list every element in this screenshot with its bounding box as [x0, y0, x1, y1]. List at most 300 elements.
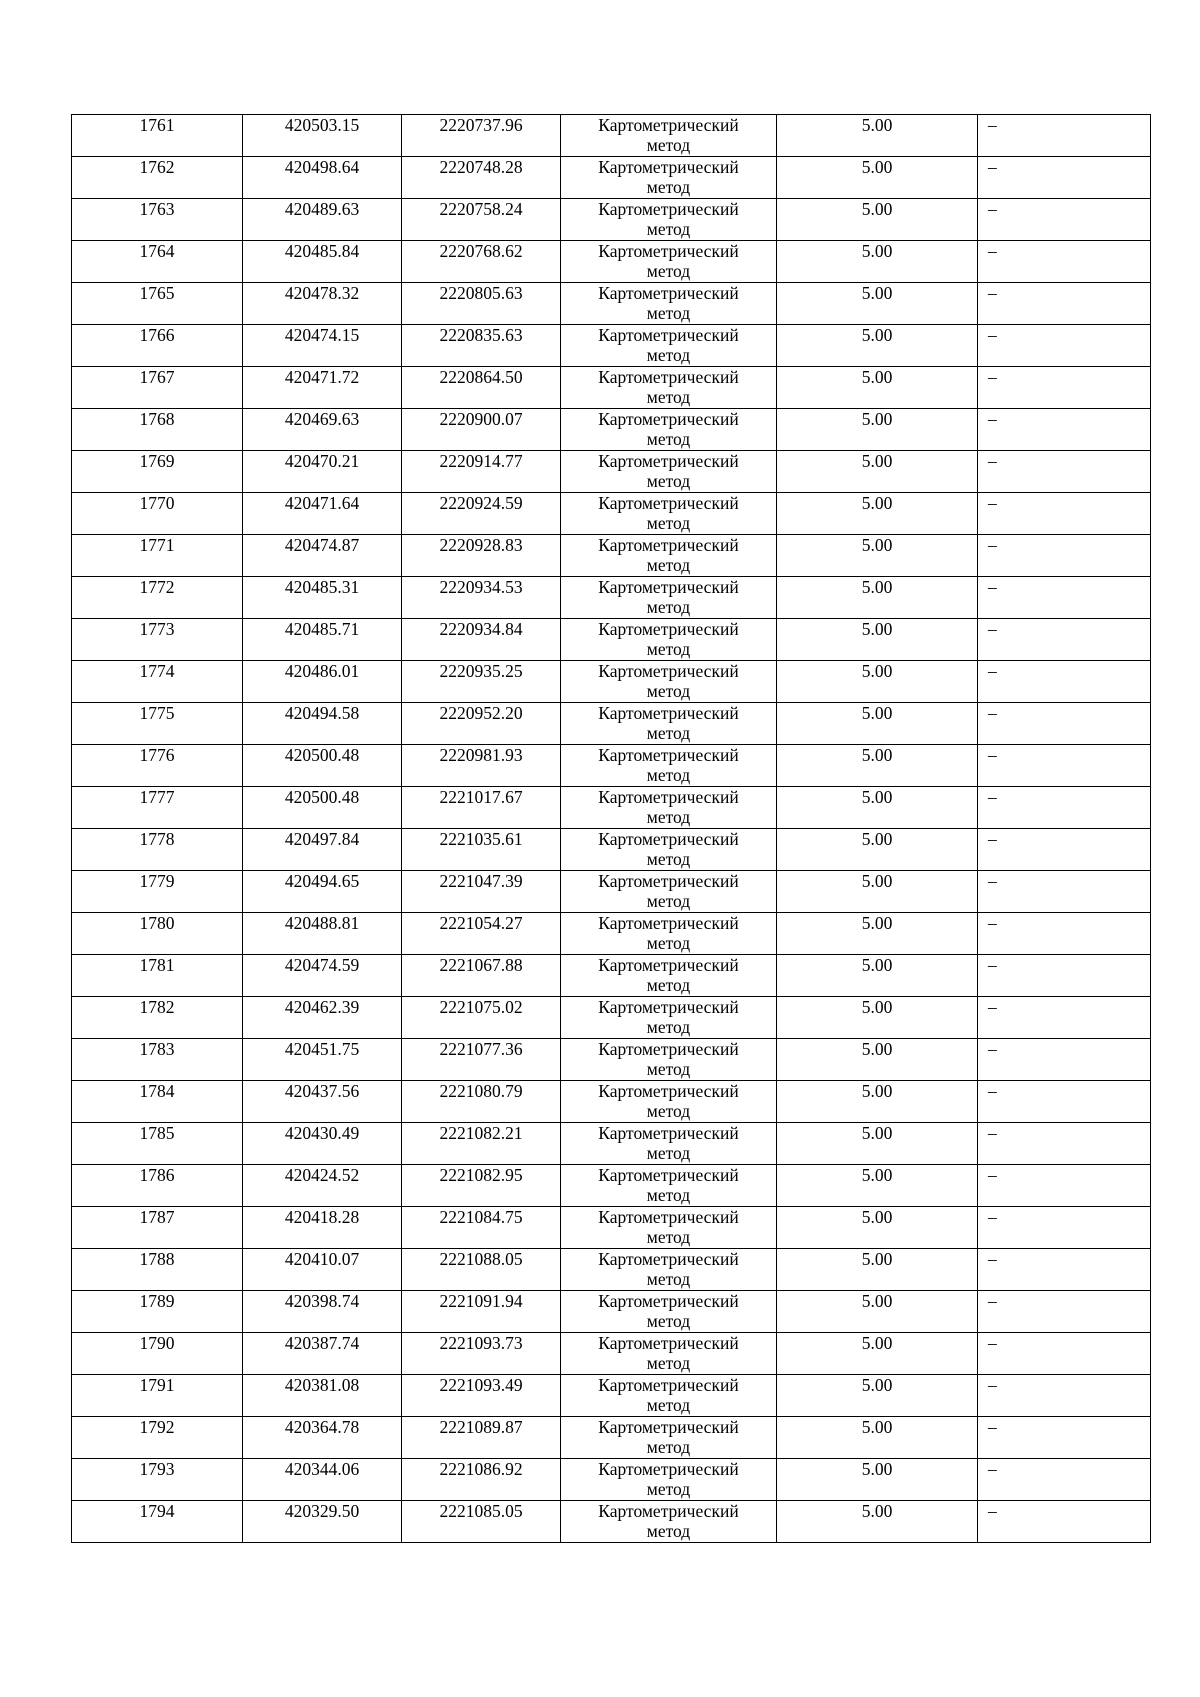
y-coordinate-cell: 2221067.88	[402, 955, 561, 997]
x-coordinate-cell: 420474.15	[243, 325, 402, 367]
method-line-1: Картометрический	[598, 157, 739, 177]
accuracy-cell: 5.00	[777, 913, 978, 955]
point-number-cell: 1765	[72, 283, 243, 325]
point-number-cell: 1792	[72, 1417, 243, 1459]
point-number-cell: 1772	[72, 577, 243, 619]
method-cell	[561, 409, 777, 451]
method-line-1: Картометрический	[598, 199, 739, 219]
x-coordinate-cell: 420329.50	[243, 1501, 402, 1543]
point-number-cell: 1789	[72, 1291, 243, 1333]
table-row	[72, 1375, 1151, 1417]
accuracy-cell: 5.00	[777, 703, 978, 745]
table-row	[72, 367, 1151, 409]
x-coordinate-cell: 420469.63	[243, 409, 402, 451]
table-row	[72, 871, 1151, 913]
x-coordinate-cell: 420485.31	[243, 577, 402, 619]
y-coordinate-cell: 2220924.59	[402, 493, 561, 535]
method-line-2: метод	[646, 513, 691, 533]
point-number-cell: 1767	[72, 367, 243, 409]
method-line-1: Картометрический	[598, 661, 739, 681]
table-row	[72, 661, 1151, 703]
table-row	[72, 1165, 1151, 1207]
note-cell: –	[978, 829, 1151, 871]
table-row	[72, 535, 1151, 577]
method-cell	[561, 367, 777, 409]
note-cell: –	[978, 157, 1151, 199]
note-cell: –	[978, 1207, 1151, 1249]
x-coordinate-cell: 420488.81	[243, 913, 402, 955]
x-coordinate-cell: 420437.56	[243, 1081, 402, 1123]
note-cell: –	[978, 493, 1151, 535]
point-number-cell: 1793	[72, 1459, 243, 1501]
point-number-cell: 1776	[72, 745, 243, 787]
accuracy-cell: 5.00	[777, 619, 978, 661]
note-cell: –	[978, 619, 1151, 661]
method-cell	[561, 115, 777, 157]
method-line-1: Картометрический	[598, 997, 739, 1017]
note-cell: –	[978, 199, 1151, 241]
method-line-1: Картометрический	[598, 115, 739, 135]
table-row	[72, 745, 1151, 787]
y-coordinate-cell: 2221035.61	[402, 829, 561, 871]
accuracy-cell: 5.00	[777, 871, 978, 913]
method-line-1: Картометрический	[598, 745, 739, 765]
method-cell	[561, 787, 777, 829]
table-row	[72, 283, 1151, 325]
accuracy-cell: 5.00	[777, 115, 978, 157]
accuracy-cell: 5.00	[777, 1165, 978, 1207]
x-coordinate-cell: 420500.48	[243, 787, 402, 829]
method-line-1: Картометрический	[598, 787, 739, 807]
method-line-1: Картометрический	[598, 283, 739, 303]
method-cell	[561, 1333, 777, 1375]
point-number-cell: 1770	[72, 493, 243, 535]
method-cell	[561, 451, 777, 493]
method-cell	[561, 1165, 777, 1207]
accuracy-cell: 5.00	[777, 1123, 978, 1165]
method-line-1: Картометрический	[598, 241, 739, 261]
x-coordinate-cell: 420344.06	[243, 1459, 402, 1501]
table-row	[72, 409, 1151, 451]
note-cell: –	[978, 115, 1151, 157]
method-cell	[561, 493, 777, 535]
table-row	[72, 829, 1151, 871]
method-line-1: Картометрический	[598, 1501, 739, 1521]
document-page	[71, 114, 1150, 1543]
table-row	[72, 1039, 1151, 1081]
y-coordinate-cell: 2220934.84	[402, 619, 561, 661]
method-cell	[561, 1039, 777, 1081]
y-coordinate-cell: 2221089.87	[402, 1417, 561, 1459]
x-coordinate-cell: 420451.75	[243, 1039, 402, 1081]
note-cell: –	[978, 955, 1151, 997]
method-line-2: метод	[646, 345, 691, 365]
x-coordinate-cell: 420471.64	[243, 493, 402, 535]
y-coordinate-cell: 2221093.73	[402, 1333, 561, 1375]
point-number-cell: 1777	[72, 787, 243, 829]
table-row	[72, 1123, 1151, 1165]
x-coordinate-cell: 420498.64	[243, 157, 402, 199]
method-line-2: метод	[646, 765, 691, 785]
method-line-2: метод	[646, 597, 691, 617]
point-number-cell: 1764	[72, 241, 243, 283]
accuracy-cell: 5.00	[777, 1081, 978, 1123]
method-line-1: Картометрический	[598, 1039, 739, 1059]
point-number-cell: 1763	[72, 199, 243, 241]
method-line-2: метод	[646, 1395, 691, 1415]
table-row	[72, 619, 1151, 661]
method-cell	[561, 157, 777, 199]
method-line-2: метод	[646, 807, 691, 827]
x-coordinate-cell: 420478.32	[243, 283, 402, 325]
table-row	[72, 913, 1151, 955]
y-coordinate-cell: 2221080.79	[402, 1081, 561, 1123]
coordinates-table	[71, 114, 1151, 1543]
accuracy-cell: 5.00	[777, 1249, 978, 1291]
x-coordinate-cell: 420489.63	[243, 199, 402, 241]
x-coordinate-cell: 420474.87	[243, 535, 402, 577]
accuracy-cell: 5.00	[777, 1375, 978, 1417]
y-coordinate-cell: 2220768.62	[402, 241, 561, 283]
accuracy-cell: 5.00	[777, 493, 978, 535]
x-coordinate-cell: 420430.49	[243, 1123, 402, 1165]
accuracy-cell: 5.00	[777, 283, 978, 325]
method-line-1: Картометрический	[598, 703, 739, 723]
table-row	[72, 577, 1151, 619]
x-coordinate-cell: 420500.48	[243, 745, 402, 787]
accuracy-cell: 5.00	[777, 367, 978, 409]
method-line-2: метод	[646, 975, 691, 995]
method-cell	[561, 535, 777, 577]
table-row	[72, 1459, 1151, 1501]
method-cell	[561, 619, 777, 661]
point-number-cell: 1780	[72, 913, 243, 955]
x-coordinate-cell: 420485.84	[243, 241, 402, 283]
method-line-2: метод	[646, 555, 691, 575]
note-cell: –	[978, 1291, 1151, 1333]
method-line-1: Картометрический	[598, 1249, 739, 1269]
table-row	[72, 115, 1151, 157]
method-line-1: Картометрический	[598, 1081, 739, 1101]
method-line-2: метод	[646, 1521, 691, 1541]
method-line-2: метод	[646, 177, 691, 197]
method-line-2: метод	[646, 303, 691, 323]
method-line-2: метод	[646, 639, 691, 659]
method-line-2: метод	[646, 1227, 691, 1247]
method-line-1: Картометрический	[598, 1417, 739, 1437]
table-row	[72, 1291, 1151, 1333]
method-line-2: метод	[646, 387, 691, 407]
y-coordinate-cell: 2220900.07	[402, 409, 561, 451]
y-coordinate-cell: 2221091.94	[402, 1291, 561, 1333]
method-cell	[561, 1417, 777, 1459]
accuracy-cell: 5.00	[777, 745, 978, 787]
y-coordinate-cell: 2220805.63	[402, 283, 561, 325]
x-coordinate-cell: 420471.72	[243, 367, 402, 409]
method-line-2: метод	[646, 1269, 691, 1289]
x-coordinate-cell: 420494.65	[243, 871, 402, 913]
method-line-2: метод	[646, 681, 691, 701]
accuracy-cell: 5.00	[777, 451, 978, 493]
note-cell: –	[978, 997, 1151, 1039]
point-number-cell: 1781	[72, 955, 243, 997]
method-cell	[561, 1291, 777, 1333]
note-cell: –	[978, 787, 1151, 829]
note-cell: –	[978, 1333, 1151, 1375]
x-coordinate-cell: 420364.78	[243, 1417, 402, 1459]
method-cell	[561, 955, 777, 997]
x-coordinate-cell: 420398.74	[243, 1291, 402, 1333]
accuracy-cell: 5.00	[777, 829, 978, 871]
accuracy-cell: 5.00	[777, 199, 978, 241]
accuracy-cell: 5.00	[777, 1501, 978, 1543]
accuracy-cell: 5.00	[777, 241, 978, 283]
y-coordinate-cell: 2221082.21	[402, 1123, 561, 1165]
table-row	[72, 1207, 1151, 1249]
x-coordinate-cell: 420486.01	[243, 661, 402, 703]
method-cell	[561, 241, 777, 283]
accuracy-cell: 5.00	[777, 955, 978, 997]
accuracy-cell: 5.00	[777, 1417, 978, 1459]
method-line-2: метод	[646, 219, 691, 239]
point-number-cell: 1771	[72, 535, 243, 577]
table-row	[72, 1081, 1151, 1123]
point-number-cell: 1769	[72, 451, 243, 493]
method-line-1: Картометрический	[598, 1165, 739, 1185]
table-row	[72, 1417, 1151, 1459]
point-number-cell: 1790	[72, 1333, 243, 1375]
x-coordinate-cell: 420424.52	[243, 1165, 402, 1207]
y-coordinate-cell: 2220864.50	[402, 367, 561, 409]
x-coordinate-cell: 420381.08	[243, 1375, 402, 1417]
accuracy-cell: 5.00	[777, 787, 978, 829]
method-cell	[561, 325, 777, 367]
x-coordinate-cell: 420494.58	[243, 703, 402, 745]
point-number-cell: 1784	[72, 1081, 243, 1123]
method-cell	[561, 1249, 777, 1291]
method-line-2: метод	[646, 1017, 691, 1037]
method-cell	[561, 1207, 777, 1249]
y-coordinate-cell: 2220934.53	[402, 577, 561, 619]
accuracy-cell: 5.00	[777, 1207, 978, 1249]
note-cell: –	[978, 913, 1151, 955]
method-line-1: Картометрический	[598, 1207, 739, 1227]
note-cell: –	[978, 1249, 1151, 1291]
x-coordinate-cell: 420497.84	[243, 829, 402, 871]
method-cell	[561, 829, 777, 871]
method-cell	[561, 913, 777, 955]
accuracy-cell: 5.00	[777, 1459, 978, 1501]
point-number-cell: 1766	[72, 325, 243, 367]
method-cell	[561, 199, 777, 241]
method-cell	[561, 1081, 777, 1123]
method-cell	[561, 745, 777, 787]
table-row	[72, 1501, 1151, 1543]
method-line-2: метод	[646, 471, 691, 491]
method-line-1: Картометрический	[598, 913, 739, 933]
y-coordinate-cell: 2221047.39	[402, 871, 561, 913]
note-cell: –	[978, 577, 1151, 619]
table-row	[72, 241, 1151, 283]
method-cell	[561, 661, 777, 703]
note-cell: –	[978, 535, 1151, 577]
table-row	[72, 997, 1151, 1039]
method-line-2: метод	[646, 891, 691, 911]
y-coordinate-cell: 2220737.96	[402, 115, 561, 157]
y-coordinate-cell: 2220748.28	[402, 157, 561, 199]
x-coordinate-cell: 420418.28	[243, 1207, 402, 1249]
point-number-cell: 1794	[72, 1501, 243, 1543]
coordinates-table-body	[72, 115, 1151, 1543]
x-coordinate-cell: 420485.71	[243, 619, 402, 661]
accuracy-cell: 5.00	[777, 997, 978, 1039]
y-coordinate-cell: 2221086.92	[402, 1459, 561, 1501]
accuracy-cell: 5.00	[777, 577, 978, 619]
y-coordinate-cell: 2220914.77	[402, 451, 561, 493]
method-cell	[561, 1501, 777, 1543]
note-cell: –	[978, 409, 1151, 451]
note-cell: –	[978, 703, 1151, 745]
x-coordinate-cell: 420474.59	[243, 955, 402, 997]
y-coordinate-cell: 2220928.83	[402, 535, 561, 577]
point-number-cell: 1778	[72, 829, 243, 871]
y-coordinate-cell: 2220835.63	[402, 325, 561, 367]
accuracy-cell: 5.00	[777, 661, 978, 703]
table-row	[72, 703, 1151, 745]
method-line-2: метод	[646, 429, 691, 449]
method-line-1: Картометрический	[598, 1459, 739, 1479]
method-line-1: Картометрический	[598, 871, 739, 891]
table-row	[72, 325, 1151, 367]
method-line-1: Картометрический	[598, 451, 739, 471]
x-coordinate-cell: 420462.39	[243, 997, 402, 1039]
y-coordinate-cell: 2220758.24	[402, 199, 561, 241]
note-cell: –	[978, 1081, 1151, 1123]
note-cell: –	[978, 1375, 1151, 1417]
method-line-1: Картометрический	[598, 325, 739, 345]
method-line-1: Картометрический	[598, 619, 739, 639]
method-line-1: Картометрический	[598, 577, 739, 597]
y-coordinate-cell: 2221054.27	[402, 913, 561, 955]
point-number-cell: 1775	[72, 703, 243, 745]
table-row	[72, 1333, 1151, 1375]
method-line-2: метод	[646, 1479, 691, 1499]
note-cell: –	[978, 325, 1151, 367]
accuracy-cell: 5.00	[777, 1333, 978, 1375]
method-line-1: Картометрический	[598, 1291, 739, 1311]
point-number-cell: 1785	[72, 1123, 243, 1165]
y-coordinate-cell: 2220981.93	[402, 745, 561, 787]
method-line-2: метод	[646, 1185, 691, 1205]
point-number-cell: 1768	[72, 409, 243, 451]
point-number-cell: 1782	[72, 997, 243, 1039]
note-cell: –	[978, 1039, 1151, 1081]
y-coordinate-cell: 2221017.67	[402, 787, 561, 829]
accuracy-cell: 5.00	[777, 1291, 978, 1333]
note-cell: –	[978, 241, 1151, 283]
x-coordinate-cell: 420470.21	[243, 451, 402, 493]
note-cell: –	[978, 1459, 1151, 1501]
y-coordinate-cell: 2221093.49	[402, 1375, 561, 1417]
point-number-cell: 1788	[72, 1249, 243, 1291]
method-line-1: Картометрический	[598, 493, 739, 513]
accuracy-cell: 5.00	[777, 157, 978, 199]
method-line-1: Картометрический	[598, 1375, 739, 1395]
y-coordinate-cell: 2220952.20	[402, 703, 561, 745]
method-cell	[561, 1123, 777, 1165]
accuracy-cell: 5.00	[777, 409, 978, 451]
method-line-2: метод	[646, 1059, 691, 1079]
accuracy-cell: 5.00	[777, 1039, 978, 1081]
method-line-2: метод	[646, 1353, 691, 1373]
table-row	[72, 787, 1151, 829]
table-row	[72, 493, 1151, 535]
accuracy-cell: 5.00	[777, 535, 978, 577]
note-cell: –	[978, 1123, 1151, 1165]
table-row	[72, 451, 1151, 493]
method-line-1: Картометрический	[598, 1333, 739, 1353]
note-cell: –	[978, 661, 1151, 703]
method-cell	[561, 1459, 777, 1501]
method-line-2: метод	[646, 1311, 691, 1331]
method-line-2: метод	[646, 849, 691, 869]
y-coordinate-cell: 2221077.36	[402, 1039, 561, 1081]
point-number-cell: 1762	[72, 157, 243, 199]
method-line-1: Картометрический	[598, 1123, 739, 1143]
point-number-cell: 1779	[72, 871, 243, 913]
accuracy-cell: 5.00	[777, 325, 978, 367]
method-line-2: метод	[646, 933, 691, 953]
method-cell	[561, 997, 777, 1039]
method-line-2: метод	[646, 1143, 691, 1163]
point-number-cell: 1774	[72, 661, 243, 703]
y-coordinate-cell: 2221082.95	[402, 1165, 561, 1207]
method-cell	[561, 871, 777, 913]
method-cell	[561, 703, 777, 745]
note-cell: –	[978, 283, 1151, 325]
table-row	[72, 157, 1151, 199]
y-coordinate-cell: 2221084.75	[402, 1207, 561, 1249]
method-line-1: Картометрический	[598, 535, 739, 555]
note-cell: –	[978, 367, 1151, 409]
y-coordinate-cell: 2221075.02	[402, 997, 561, 1039]
method-line-2: метод	[646, 723, 691, 743]
x-coordinate-cell: 420503.15	[243, 115, 402, 157]
note-cell: –	[978, 1165, 1151, 1207]
note-cell: –	[978, 1417, 1151, 1459]
x-coordinate-cell: 420410.07	[243, 1249, 402, 1291]
point-number-cell: 1783	[72, 1039, 243, 1081]
table-row	[72, 199, 1151, 241]
table-row	[72, 1249, 1151, 1291]
method-cell	[561, 283, 777, 325]
y-coordinate-cell: 2221088.05	[402, 1249, 561, 1291]
method-line-1: Картометрический	[598, 955, 739, 975]
method-line-1: Картометрический	[598, 829, 739, 849]
note-cell: –	[978, 451, 1151, 493]
method-line-2: метод	[646, 261, 691, 281]
point-number-cell: 1791	[72, 1375, 243, 1417]
point-number-cell: 1761	[72, 115, 243, 157]
method-line-1: Картометрический	[598, 367, 739, 387]
method-line-2: метод	[646, 1437, 691, 1457]
x-coordinate-cell: 420387.74	[243, 1333, 402, 1375]
method-cell	[561, 577, 777, 619]
table-row	[72, 955, 1151, 997]
y-coordinate-cell: 2221085.05	[402, 1501, 561, 1543]
point-number-cell: 1786	[72, 1165, 243, 1207]
note-cell: –	[978, 1501, 1151, 1543]
